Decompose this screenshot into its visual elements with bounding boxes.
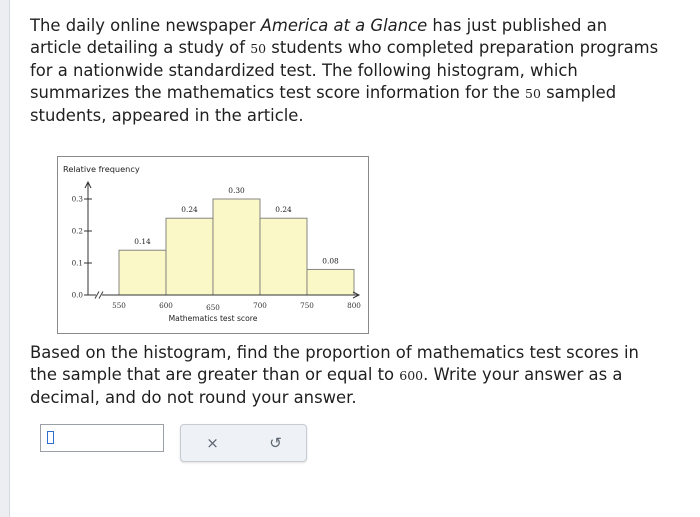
histogram-bar	[260, 218, 307, 295]
histogram-bar	[307, 269, 354, 295]
y-axis-label: Relative frequency	[63, 164, 140, 174]
x-tick-label: 600	[159, 301, 173, 310]
histogram-bar	[119, 250, 166, 295]
histogram-chart	[57, 156, 369, 334]
bar-value-label: 0.14	[134, 237, 151, 247]
reset-button[interactable]	[244, 425, 307, 461]
action-buttons	[180, 424, 307, 462]
left-frame-border	[9, 0, 10, 517]
threshold-value: 600	[399, 368, 424, 383]
bar-value-label: 0.24	[181, 205, 198, 215]
clear-button[interactable]	[181, 425, 244, 461]
histogram-svg	[58, 157, 368, 333]
histogram-bar	[213, 199, 260, 295]
close-icon: ×	[206, 434, 219, 452]
answer-caret	[47, 431, 54, 444]
x-tick-label: 750	[300, 301, 314, 310]
x-tick-label: 800	[347, 301, 361, 310]
x-tick-label: 650	[206, 303, 220, 312]
y-tick-label: 0.2	[71, 226, 83, 236]
question-prompt: Based on the histogram, find the proportion of mathematics test scores in the sample that are greater than or equal to 600. Write your answer as a decimal, and do not round your answer.	[30, 343, 639, 407]
answer-input[interactable]	[40, 424, 164, 452]
sample-size: 50	[250, 41, 267, 56]
bar-value-label: 0.08	[322, 256, 339, 266]
y-tick-label: 0.0	[71, 290, 83, 300]
sample-size-repeat: 50	[525, 86, 541, 101]
x-tick-label: 550	[112, 301, 126, 310]
histogram-bar	[166, 218, 213, 295]
y-tick-label: 0.3	[71, 194, 83, 204]
y-tick-label: 0.1	[71, 258, 83, 268]
bar-value-label: 0.30	[228, 186, 245, 195]
undo-icon: ↺	[269, 434, 282, 452]
publication-name: America at a Glance	[260, 16, 428, 35]
x-axis-label: Mathematics test score	[168, 314, 258, 323]
question-intro: The daily online newspaper America at a Glance has just published an article detailing a study of 50 students who completed preparation programs for a nationwide standardized test. The following histogram, which summarizes the mathematics test score information for the 50 sampled students, appeared in the article.	[30, 16, 659, 125]
bar-value-label: 0.24	[275, 205, 292, 215]
x-tick-label: 700	[253, 301, 267, 310]
